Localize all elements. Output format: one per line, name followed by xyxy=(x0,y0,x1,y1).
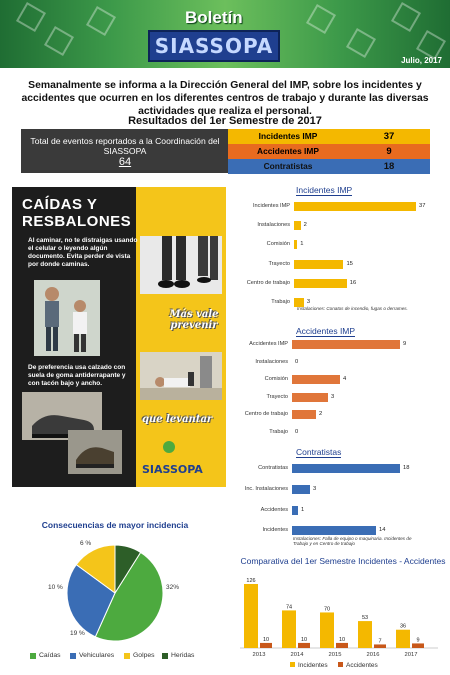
legend-heridas xyxy=(162,652,194,659)
summary-row-incidentes xyxy=(228,129,430,144)
column-bar xyxy=(282,610,296,648)
column-bar xyxy=(358,621,372,648)
chart-note: Instalaciones: Falla de equipo o maquinaria. Incidentes de Trabajo y en Centro de trabajo xyxy=(293,536,412,546)
legend-label: Golpes xyxy=(133,652,155,659)
bar xyxy=(292,526,376,535)
column-value-label: 9 xyxy=(416,637,420,644)
summary-row-accidentes xyxy=(228,144,430,159)
legend-swatch xyxy=(30,653,36,659)
bar-category-label: Accidentes IMP xyxy=(249,341,288,347)
bar xyxy=(294,240,297,249)
summary-total: 64 xyxy=(118,156,132,168)
bar-category-label: Incidentes IMP xyxy=(253,203,290,209)
column-bar xyxy=(396,630,410,648)
summary-row-value: 37 xyxy=(383,131,395,142)
photo-boot-step xyxy=(68,430,122,474)
fallen-person-icon xyxy=(140,352,222,400)
bar-value-label: 1 xyxy=(301,506,305,513)
column-category-label: 2017 xyxy=(404,652,418,658)
bar xyxy=(292,506,298,515)
column-bar xyxy=(244,584,258,648)
column-value-label: 10 xyxy=(300,636,308,643)
comparison-column-chart xyxy=(238,576,448,675)
bar xyxy=(292,410,316,419)
legend-golpes xyxy=(124,652,155,659)
summary-total-box xyxy=(21,129,229,173)
chart-title: Accidentes IMP xyxy=(296,326,356,336)
poster-logo: SIASSOPA xyxy=(142,463,203,476)
bar xyxy=(292,485,310,494)
poster-tip-1: Al caminar, no te distraigas usando el celular o leyendo algún documento. Evita perder de vista por donde caminas. xyxy=(28,237,138,268)
column-bar xyxy=(260,643,272,648)
column-bar xyxy=(320,612,334,648)
bar-value-label: 18 xyxy=(403,465,410,471)
newsletter-title: Boletín xyxy=(185,8,243,27)
pie-chart-title: Consecuencias de mayor incidencia xyxy=(41,520,189,530)
legend-label: Heridas xyxy=(171,652,195,659)
bar-category-label: Incidentes xyxy=(262,527,288,534)
bar-value-label: 3 xyxy=(306,299,311,305)
chart-title: Contratistas xyxy=(296,447,342,457)
column-category-label: 2013 xyxy=(252,652,266,658)
photo-walking-legs xyxy=(140,236,222,294)
summary-row-label: Contratistas xyxy=(263,161,313,171)
bar-category-label: Trabajo xyxy=(269,429,288,435)
summary-row-value: 18 xyxy=(383,161,395,172)
bar-value-label: 9 xyxy=(403,341,407,347)
bar xyxy=(292,375,340,384)
legend-label: Incidentes xyxy=(298,662,328,669)
bar-category-label: Contratistas xyxy=(258,465,288,471)
summary-row-contratistas xyxy=(228,159,430,174)
issue-date: Julio, 2017 xyxy=(401,56,442,65)
people-icon xyxy=(34,280,100,356)
column-value-label: 10 xyxy=(262,636,270,643)
poster-tip-2: De preferencia usa calzado con suela de goma antiderrapante y con tacón bajo y ancho. xyxy=(28,364,126,387)
summary-label: Total de eventos reportados a la Coordinación del SIASSOPA xyxy=(30,136,220,156)
legend-label: Accidentes xyxy=(346,662,378,669)
summary-row-label: Accidentes IMP xyxy=(257,146,319,156)
pie-label-vehiculares: 19 % xyxy=(70,630,85,637)
column-value-label: 10 xyxy=(338,636,346,643)
bar-value-label: 15 xyxy=(346,260,353,267)
column-bar xyxy=(412,643,424,648)
pie-label-caidas: 32% xyxy=(166,584,180,591)
column-bar xyxy=(374,644,386,648)
column-category-label: 2015 xyxy=(328,652,342,658)
column-category-label: 2016 xyxy=(366,652,380,658)
column-value-label: 53 xyxy=(361,615,369,622)
pie-label-golpes: 10 % xyxy=(48,584,63,591)
bar-category-label: Inc. Instalaciones xyxy=(244,485,288,492)
walking-legs-icon xyxy=(140,236,222,294)
legend-swatch xyxy=(70,653,76,659)
bar-category-label: Instalaciones xyxy=(257,222,290,229)
results-title: Resultados del 1er Semestre de 2017 xyxy=(128,115,322,127)
column-value-label: 70 xyxy=(323,606,331,613)
column-value-label: 74 xyxy=(285,604,293,611)
bar-value-label: 4 xyxy=(343,376,347,383)
bar-value-label: 0 xyxy=(295,429,299,435)
siassopa-logo: SIASSOPA xyxy=(148,30,280,62)
bar-category-label: Trabajo xyxy=(271,299,290,305)
bar-value-label: 14 xyxy=(379,527,386,534)
legend-label: Caídas xyxy=(39,652,61,659)
bar-category-label: Accidentes xyxy=(260,506,288,513)
bar-value-label: 1 xyxy=(300,241,304,248)
bar-category-label: Comisión xyxy=(264,376,288,383)
legend-caidas xyxy=(30,652,61,659)
column-value-label: 126 xyxy=(246,578,256,584)
chart-note: Instalaciones: Conatos de incendio, fugas o derrames. xyxy=(297,306,408,311)
bar-category-label: Trayecto xyxy=(268,260,290,267)
bar-value-label: 0 xyxy=(295,358,299,365)
chart-title: Incidentes IMP xyxy=(296,185,353,195)
bar-value-label: 2 xyxy=(303,222,307,229)
bar xyxy=(294,221,301,230)
bar-category-label: Centro de trabajo xyxy=(244,411,288,418)
bar-category-label: Comisión xyxy=(266,241,290,248)
legend-label: Vehiculares xyxy=(79,652,115,659)
legend-swatch xyxy=(290,662,295,667)
summary-row-value: 9 xyxy=(386,146,392,157)
photo-fallen-person xyxy=(140,352,222,400)
legend-swatch xyxy=(124,653,130,659)
legend-vehiculares xyxy=(70,652,114,659)
bar xyxy=(292,340,400,349)
legend-swatch xyxy=(338,662,343,667)
bar xyxy=(294,260,343,269)
imp-logo-icon xyxy=(160,440,178,454)
poster-tagline-2: que levantar xyxy=(142,414,213,425)
bar-value-label: 37 xyxy=(419,203,426,209)
column-bar xyxy=(298,643,310,648)
bar-value-label: 3 xyxy=(313,485,317,492)
boot-icon xyxy=(68,430,122,474)
legend-swatch xyxy=(162,653,168,659)
column-category-label: 2014 xyxy=(290,652,304,658)
bar-category-label: Centro de trabajo xyxy=(246,279,290,286)
column-value-label: 7 xyxy=(378,638,382,645)
comparison-chart-title: Comparativa del 1er Semestre Incidentes - Accidentes xyxy=(240,556,446,566)
column-bar xyxy=(336,643,348,648)
bar-value-label: 3 xyxy=(331,393,335,400)
summary-row-label: Incidentes IMP xyxy=(258,131,318,141)
bar xyxy=(294,279,347,288)
bar-value-label: 16 xyxy=(349,279,357,286)
bar-value-label: 2 xyxy=(319,411,323,418)
bar xyxy=(294,202,416,211)
poster-title: CAÍDAS Y RESBALONES xyxy=(22,196,132,230)
column-value-label: 36 xyxy=(399,623,407,630)
poster-tagline-1: Más vale prevenir xyxy=(169,309,219,331)
poster-strip xyxy=(136,187,226,487)
bar-category-label: Trayecto xyxy=(266,393,288,400)
bar-category-label: Instalaciones xyxy=(255,358,288,365)
bar xyxy=(292,393,328,402)
bar xyxy=(292,464,400,473)
pie-label-heridas: 6 % xyxy=(80,540,92,547)
photo-people-phone xyxy=(34,280,100,356)
intro-paragraph: Semanalmente se informa a la Dirección General del IMP, sobre los incidentes y accidentes que ocurren en los diferentes centros de trabajo y durante las diversas actividades que realiza el personal. xyxy=(21,80,429,117)
